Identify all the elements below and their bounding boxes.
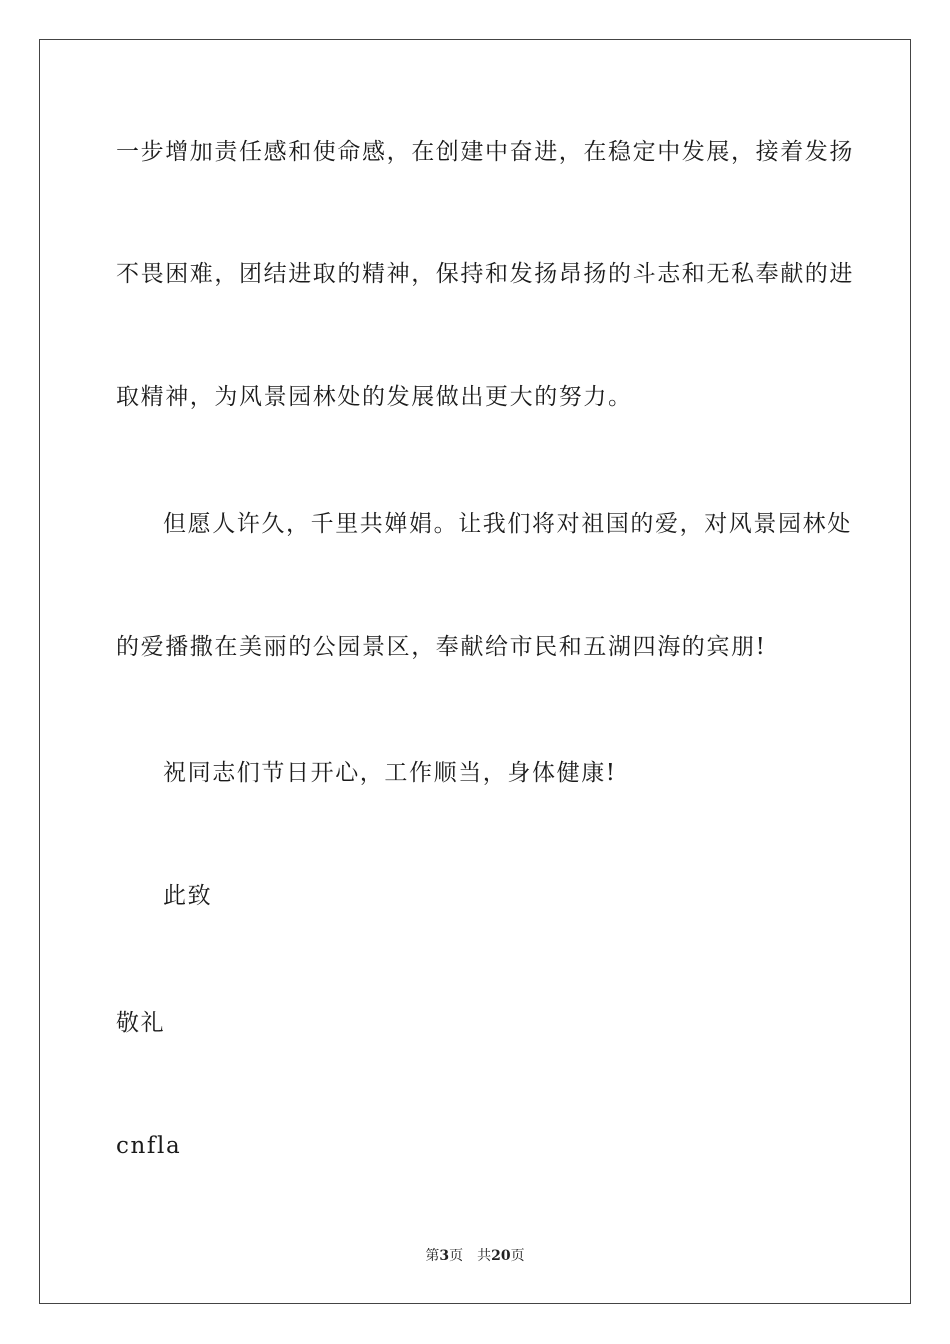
page-number: 3	[439, 1248, 450, 1264]
body-text-line-3: 取精神，为风景园林处的发展做出更大的努力。	[116, 384, 633, 410]
body-text-line-5: 的爱播撒在美丽的公园景区，奉献给市民和五湖四海的宾朋!	[116, 634, 767, 660]
salutation-jingli: 敬礼	[116, 1010, 166, 1036]
total-suffix: 页	[510, 1248, 525, 1264]
page-footer	[0, 1247, 950, 1265]
total-prefix: 共	[477, 1248, 492, 1264]
signature: cnfla	[116, 1133, 182, 1159]
body-text-line-1: 一步增加责任感和使命感，在创建中奋进，在稳定中发展，接着发扬	[116, 139, 854, 165]
body-text-line-2: 不畏困难，团结进取的精神，保持和发扬昂扬的斗志和无私奉献的进	[116, 261, 854, 287]
page-border	[39, 39, 911, 1304]
page-suffix: 页	[449, 1248, 464, 1264]
total-pages: 20	[491, 1248, 511, 1264]
salutation-cizhi: 此致	[163, 883, 213, 909]
closing-wish: 祝同志们节日开心，工作顺当，身体健康!	[163, 760, 617, 786]
body-text-line-4: 但愿人许久，千里共婵娟。让我们将对祖国的爱，对风景园林处	[163, 511, 852, 537]
page-prefix: 第	[425, 1248, 440, 1264]
